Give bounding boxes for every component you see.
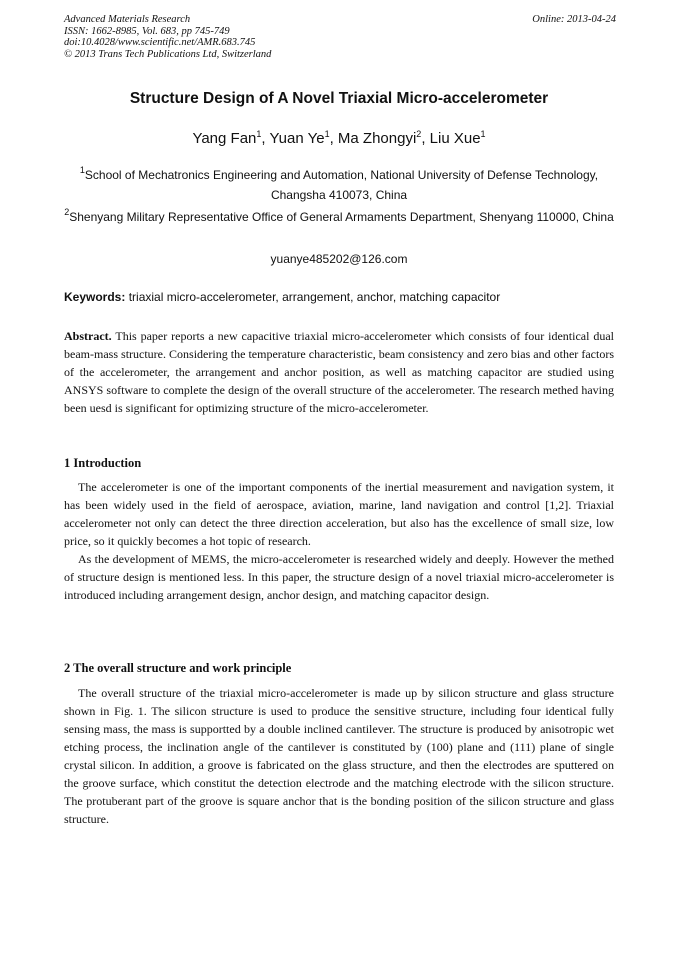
- paragraph: As the development of MEMS, the micro-accelerometer is researched widely and deeply. However the methed of structure design is mentioned less. In this paper, the structure design of a novel triaxial micro-accelerometer is introduced including arrangement design, anchor design, and matching capacitor design.: [64, 552, 614, 602]
- section-body-structure: [64, 684, 614, 828]
- affiliation-1: [64, 165, 614, 205]
- keywords-text: triaxial micro-accelerometer, arrangement, anchor, matching capacitor: [128, 290, 501, 304]
- author-affil-mark: 1: [324, 129, 330, 139]
- journal-name: Advanced Materials Research: [64, 14, 191, 25]
- journal-header: [64, 14, 616, 60]
- paragraph: The accelerometer is one of the important components of the inertial measurement and navigation system, it has been widely used in the field of aerospace, aviation, marine, land navigation and control [1,2]. Triaxial accelerometer not only can detect the three direction acceleration, but also has the excellence of small size, low price, so it quickly becomes a hot topic of research.: [64, 480, 614, 548]
- affiliation-2: [64, 207, 614, 227]
- keywords: [64, 290, 614, 304]
- author-affil-mark: 1: [256, 129, 262, 139]
- abstract-label: Abstract.: [64, 329, 112, 343]
- section-heading-introduction: 1 Introduction: [64, 456, 142, 470]
- author-list: Yang Fan$^1$, Yuan Ye$^1$, Ma Zhongyi$^2$, Liu Xue$^1$: [192, 129, 486, 147]
- affiliation-text: Shenyang Military Representative Office of General Armaments Department, Shenyang 110000, China: [69, 210, 614, 224]
- author-name: Yuan Ye: [269, 130, 325, 147]
- paper-title: Structure Design of A Novel Triaxial Micro-accelerometer: [129, 90, 549, 107]
- author-name: Liu Xue: [429, 130, 481, 147]
- abstract: [64, 327, 614, 417]
- abstract-text: This paper reports a new capacitive triaxial micro-accelerometer which consists of four identical dual beam-mass structure. Considering the temperature characteristic, beam consistency and zero bias and other factors of the accelerometer, the arrangement and anchor position, as well as matching capacitor are studied using ANSYS software to complete the design of the overall structure of the accelerometer. The research methed having been uesd is significant for optimizing structure of the micro-accelerometer.: [64, 329, 614, 415]
- keywords-label: Keywords:: [64, 290, 126, 304]
- issn-line: ISSN: 1662-8985, Vol. 683, pp 745-749: [64, 25, 230, 37]
- author-affil-mark: 2: [416, 129, 422, 139]
- section-heading-structure: 2 The overall structure and work principle: [64, 661, 292, 675]
- affiliation-mark: 2: [64, 207, 70, 217]
- author-name: Ma Zhongyi: [337, 130, 417, 147]
- author-affil-mark: 1: [480, 129, 486, 139]
- doi-line: doi:10.4028/www.scientific.net/AMR.683.745: [64, 37, 256, 48]
- author-email: yuanye485202@126.com: [270, 252, 408, 266]
- copyright-line: © 2013 Trans Tech Publications Ltd, Switzerland: [64, 48, 272, 60]
- author-name: Yang Fan: [192, 130, 257, 147]
- section-body-introduction: [64, 478, 614, 604]
- online-date: Online: 2013-04-24: [532, 14, 616, 25]
- affiliation-text: School of Mechatronics Engineering and Automation, National University of Defense Technology, Changsha 410073, China: [84, 168, 599, 202]
- affiliation-mark: 1: [79, 165, 85, 175]
- paragraph: The overall structure of the triaxial micro-accelerometer is made up by silicon structure and glass structure shown in Fig. 1. The silicon structure is used to produce the sensitive structure, including four identical fully sensing mass, the mass is supportted by a double inclined cantilever. The structure is produced by anisotropic wet etching process, the inclination angle of the cantilever is constituted by (100) plane and (111) plane of single crystal silicon. In addition, a groove is fabricated on the glass structure, and then the electrodes are sputtered on the groove surface, which constitut the detection electrode and the matching electrode with the silicon structure. The protuberant part of the groove is square anchor that is the bonding position of the silicon structure and glass structure.: [64, 686, 614, 826]
